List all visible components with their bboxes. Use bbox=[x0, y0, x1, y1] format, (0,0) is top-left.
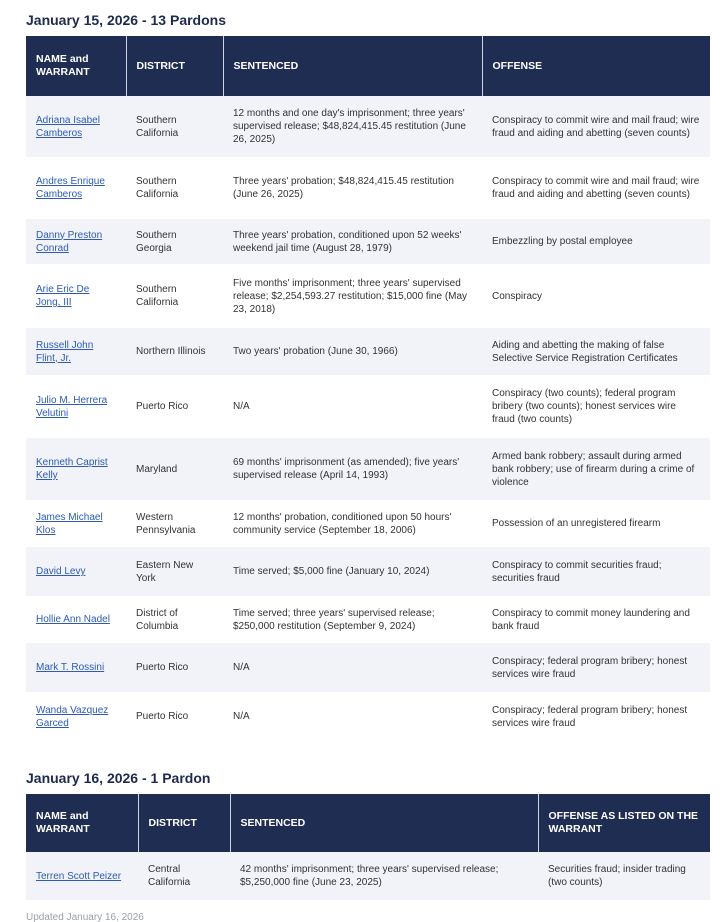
offense-cell: Possession of an unregistered firearm bbox=[482, 500, 710, 547]
table-row bbox=[26, 375, 710, 438]
table-row bbox=[26, 692, 710, 741]
offense-cell: Conspiracy to commit money laundering and bank fraud bbox=[482, 596, 710, 643]
district-cell: District of Columbia bbox=[126, 596, 223, 643]
table-header-row bbox=[26, 36, 710, 96]
column-header-district: DISTRICT bbox=[126, 36, 223, 96]
offense-cell: Conspiracy (two counts); federal program bribery (two counts); honest services wire fraud (two counts) bbox=[482, 375, 710, 438]
sentenced-cell: Two years' probation (June 30, 1966) bbox=[223, 328, 482, 375]
offense-cell: Securities fraud; insider trading (two counts) bbox=[538, 852, 710, 900]
pardon-name-link[interactable]: Kenneth Caprist Kelly bbox=[36, 457, 108, 481]
section-title: January 15, 2026 - 13 Pardons bbox=[26, 12, 226, 28]
offense-cell: Embezzling by postal employee bbox=[482, 219, 710, 264]
pardon-name-link[interactable]: Adriana Isabel Camberos bbox=[36, 114, 100, 139]
pardon-name-link[interactable]: Mark T. Rossini bbox=[36, 662, 105, 673]
pardon-name-link[interactable]: James Michael Klos bbox=[36, 511, 103, 536]
sentenced-cell: Three years' probation, conditioned upon 52 weeks' weekend jail time (August 28, 1979) bbox=[223, 219, 482, 264]
pardon-name-link[interactable]: Wanda Vazquez Garced bbox=[36, 704, 109, 729]
sentenced-cell: 42 months' imprisonment; three years' supervised release; $5,250,000 fine (June 23, 2025) bbox=[230, 852, 538, 900]
district-cell: Northern Illinois bbox=[126, 328, 223, 375]
sentenced-cell: N/A bbox=[223, 375, 482, 438]
sentenced-cell: Three years' probation; $48,824,415.45 restitution (June 26, 2025) bbox=[223, 157, 482, 219]
column-header-offense: OFFENSE AS LISTED ON THE WARRANT bbox=[538, 794, 710, 852]
table-row bbox=[26, 219, 710, 264]
pardon-name-link[interactable]: Danny Preston Conrad bbox=[36, 229, 103, 254]
offense-cell: Conspiracy bbox=[482, 264, 710, 328]
sentenced-cell: 12 months' probation, conditioned upon 50 hours' community service (September 18, 2006) bbox=[223, 500, 482, 547]
district-cell: Southern Georgia bbox=[126, 219, 223, 264]
district-cell: Southern California bbox=[126, 264, 223, 328]
sentenced-cell: N/A bbox=[223, 692, 482, 741]
pardon-name-link[interactable]: Russell John Flint, Jr. bbox=[36, 339, 94, 364]
pardon-name-link[interactable]: Andres Enrique Camberos bbox=[36, 176, 105, 200]
column-header-district: DISTRICT bbox=[138, 794, 230, 852]
pardon-name-link[interactable]: Julio M. Herrera Velutini bbox=[36, 394, 108, 419]
offense-cell: Conspiracy to commit securities fraud; securities fraud bbox=[482, 547, 710, 596]
table-header-row bbox=[26, 794, 710, 852]
pardon-name-link[interactable]: Arie Eric De Jong, III bbox=[36, 284, 90, 308]
column-header-name: NAME and WARRANT bbox=[26, 794, 138, 852]
table-row bbox=[26, 643, 710, 692]
table-row bbox=[26, 96, 710, 157]
offense-cell: Conspiracy; federal program bribery; honest services wire fraud bbox=[482, 643, 710, 692]
footer-updated-text: Updated January 16, 2026 bbox=[26, 912, 144, 922]
sentenced-cell: N/A bbox=[223, 643, 482, 692]
column-header-sentenced: SENTENCED bbox=[230, 794, 538, 852]
sentenced-cell: Time served; three years' supervised release; $250,000 restitution (September 9, 2024) bbox=[223, 596, 482, 643]
district-cell: Western Pennsylvania bbox=[126, 500, 223, 547]
sentenced-cell: Five months' imprisonment; three years' supervised release; $2,254,593.27 restitution; $15,000 fine (May 23, 2018) bbox=[223, 264, 482, 328]
district-cell: Southern California bbox=[126, 157, 223, 219]
sentenced-cell: 12 months and one day's imprisonment; three years' supervised release; $48,824,415.45 restitution (June 26, 2025) bbox=[223, 96, 482, 157]
offense-cell: Aiding and abetting the making of false Selective Service Registration Certificates bbox=[482, 328, 710, 375]
column-header-name: NAME and WARRANT bbox=[26, 36, 126, 96]
table-row bbox=[26, 500, 710, 547]
sentenced-cell: 69 months' imprisonment (as amended); five years' supervised release (April 14, 1993) bbox=[223, 438, 482, 500]
district-cell: Puerto Rico bbox=[126, 375, 223, 438]
district-cell: Central California bbox=[138, 852, 230, 900]
offense-cell: Conspiracy; federal program bribery; honest services wire fraud bbox=[482, 692, 710, 741]
district-cell: Puerto Rico bbox=[126, 643, 223, 692]
district-cell: Maryland bbox=[126, 438, 223, 500]
table-row bbox=[26, 328, 710, 375]
pardons-table bbox=[26, 794, 710, 900]
table-row bbox=[26, 596, 710, 643]
table-row bbox=[26, 264, 710, 328]
column-header-sentenced: SENTENCED bbox=[223, 36, 482, 96]
table-row bbox=[26, 438, 710, 500]
table-row bbox=[26, 157, 710, 219]
district-cell: Puerto Rico bbox=[126, 692, 223, 741]
table-row bbox=[26, 547, 710, 596]
district-cell: Eastern New York bbox=[126, 547, 223, 596]
pardon-name-link[interactable]: Hollie Ann Nadel bbox=[36, 614, 110, 625]
pardon-name-link[interactable]: Terren Scott Peizer bbox=[36, 870, 122, 882]
pardons-table bbox=[26, 36, 710, 741]
offense-cell: Conspiracy to commit wire and mail fraud; wire fraud and aiding and abetting (seven counts) bbox=[482, 96, 710, 157]
table-row bbox=[26, 852, 710, 900]
offense-cell: Conspiracy to commit wire and mail fraud; wire fraud and aiding and abetting (seven counts) bbox=[482, 157, 710, 219]
offense-cell: Armed bank robbery; assault during armed bank robbery; use of firearm during a crime of violence bbox=[482, 438, 710, 500]
district-cell: Southern California bbox=[126, 96, 223, 157]
pardon-name-link[interactable]: David Levy bbox=[36, 566, 86, 577]
column-header-offense: OFFENSE bbox=[482, 36, 710, 96]
section-title: January 16, 2026 - 1 Pardon bbox=[26, 770, 211, 786]
sentenced-cell: Time served; $5,000 fine (January 10, 2024) bbox=[223, 547, 482, 596]
